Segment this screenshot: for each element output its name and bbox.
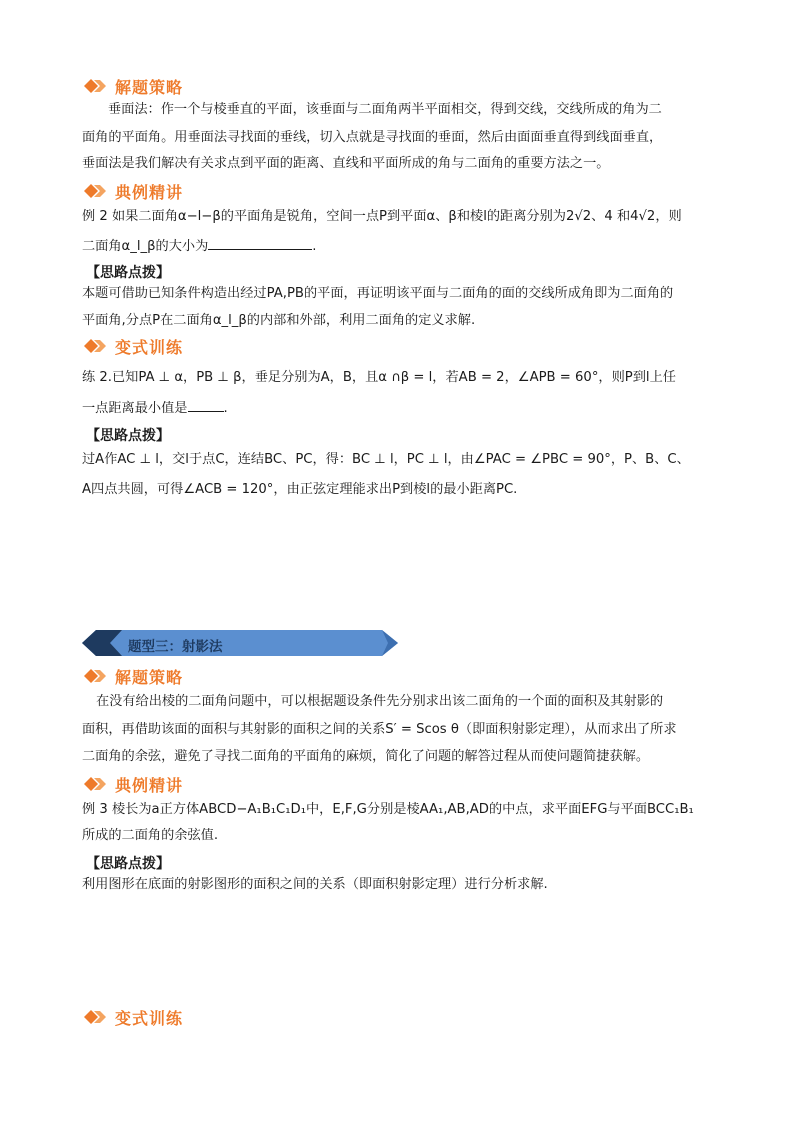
variant-line-2 [82, 398, 714, 418]
example-heading-2 [82, 773, 183, 795]
strategy-title: 解题策略 [115, 667, 184, 687]
double-chevron-icon [82, 775, 112, 793]
example-line-2 [82, 236, 714, 256]
strategy-title: 解题策略 [115, 77, 184, 97]
example-title: 典例精讲 [115, 775, 184, 795]
strategy-line: 面角的平面角。用垂面法寻找面的垂线，切入点就是寻找面的垂面，然后由面面垂直得到线面垂直， [82, 130, 663, 145]
example-title: 典例精讲 [115, 182, 184, 202]
hint-label: 【思路点拨】 [86, 428, 170, 444]
example-line: 例 3 棱长为a正方体ABCD−A₁B₁C₁D₁中，E,F,G分别是棱AA₁,AB,AD的中点，求平面EFG与平面BCC₁B₁ [82, 802, 694, 817]
double-chevron-icon [82, 77, 112, 95]
example-heading-1 [82, 180, 183, 202]
hint-line: 利用图形在底面的射影图形的面积之间的关系（即面积射影定理）进行分析求解. [82, 877, 548, 892]
strategy-line: 垂面法：作一个与棱垂直的平面，该垂面与二面角两半平面相交，得到交线，交线所成的角为二 [108, 102, 662, 117]
answer-blank[interactable] [208, 236, 312, 250]
hint-line: 平面角,分点P在二面角α_l_β的内部和外部，利用二面角的定义求解. [82, 313, 476, 328]
hint-label: 【思路点拨】 [86, 265, 170, 281]
variant-line: 练 2.已知PA ⊥ α，PB ⊥ β，垂足分别为A，B，且α ∩β = l，若AB = 2，∠APB = 60°，则P到l上任 [82, 370, 676, 385]
example-text: 二面角α_l_β的大小为 [82, 239, 209, 254]
strategy-heading-1 [82, 75, 183, 97]
variant-heading-1 [82, 335, 183, 357]
period: . [223, 401, 228, 416]
hint-line: 过A作AC ⊥ l，交l于点C，连结BC、PC，得：BC ⊥ l，PC ⊥ l，由∠PAC = ∠PBC = 90°，P、B、C、 [82, 452, 690, 467]
hint-label: 【思路点拨】 [86, 856, 170, 872]
double-chevron-icon [82, 1008, 112, 1026]
strategy-line: 二面角的余弦，避免了寻找二面角的平面角的麻烦，简化了问题的解答过程从而使问题简捷获解。 [82, 749, 650, 764]
strategy-line: 垂面法是我们解决有关求点到平面的距离、直线和平面所成的角与二面角的重要方法之一。 [82, 156, 610, 171]
strategy-heading-2 [82, 665, 183, 687]
period: . [312, 239, 317, 254]
variant-title: 变式训练 [115, 337, 184, 357]
strategy-line: 面积，再借助该面的面积与其射影的面积之间的关系S′ = Scos θ（即面积射影定理），从而求出了所求 [82, 722, 677, 737]
banner-label: 题型三：射影法 [128, 639, 223, 655]
answer-blank[interactable] [188, 398, 224, 412]
double-chevron-icon [82, 667, 112, 685]
strategy-line: 在没有给出棱的二面角问题中，可以根据题设条件先分别求出该二面角的一个面的面积及其射影的 [96, 694, 664, 709]
variant-title: 变式训练 [115, 1008, 184, 1028]
double-chevron-icon [82, 337, 112, 355]
example-line: 例 2 如果二面角α−l−β的平面角是锐角，空间一点P到平面α、β和棱l的距离分别为2√2、4 和4√2，则 [82, 209, 682, 224]
hint-line: 本题可借助已知条件构造出经过PA,PB的平面，再证明该平面与二面角的面的交线所成角即为二面角的 [82, 286, 674, 301]
variant-heading-2 [82, 1006, 183, 1028]
double-chevron-icon [82, 182, 112, 200]
variant-text: 一点距离最小值是 [82, 401, 188, 416]
example-line: 所成的二面角的余弦值. [82, 828, 219, 843]
hint-line: A四点共圆，可得∠ACB = 120°，由正弦定理能求出P到棱l的最小距离PC. [82, 482, 518, 497]
